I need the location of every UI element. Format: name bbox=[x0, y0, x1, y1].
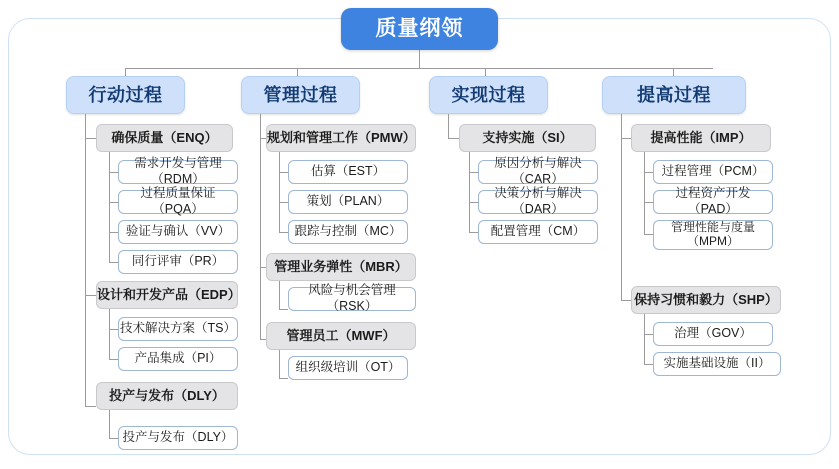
group-2-3: 管理员工（MWF） bbox=[266, 322, 416, 350]
group-4-1-spine bbox=[644, 152, 645, 234]
col-3-group-1-stub bbox=[448, 138, 459, 139]
group-3-1-item-1-stub bbox=[469, 172, 478, 173]
leaf-1-1-4: 同行评审（PR） bbox=[118, 250, 238, 274]
group-1-1-item-1-stub bbox=[109, 172, 118, 173]
connector-root-to-col-2 bbox=[297, 68, 298, 76]
group-2-1-item-1-stub bbox=[279, 172, 288, 173]
group-2-2-item-1-stub bbox=[279, 309, 288, 310]
phase-4: 提高过程 bbox=[602, 76, 746, 114]
group-1-2-item-1-stub bbox=[109, 329, 118, 330]
group-4-1: 提高性能（IMP） bbox=[631, 124, 771, 152]
group-4-2-spine bbox=[644, 314, 645, 364]
leaf-4-1-2: 过程资产开发（PAD） bbox=[653, 190, 773, 214]
col-4-spine bbox=[621, 114, 622, 300]
group-2-3-spine bbox=[279, 350, 280, 378]
group-3-1-item-2-stub bbox=[469, 202, 478, 203]
leaf-1-2-1: 技术解决方案（TS） bbox=[118, 317, 238, 341]
group-1-1-item-4-stub bbox=[109, 262, 118, 263]
group-2-1-item-3-stub bbox=[279, 232, 288, 233]
group-1-3-spine bbox=[109, 410, 110, 438]
leaf-3-1-1: 原因分析与解决（CAR） bbox=[478, 160, 598, 184]
group-1-2-spine bbox=[109, 309, 110, 359]
col-1-group-1-stub bbox=[85, 138, 96, 139]
leaf-2-3-1: 组织级培训（OT） bbox=[288, 356, 408, 380]
group-1-1: 确保质量（ENQ） bbox=[96, 124, 233, 152]
connector-root-to-col-4 bbox=[673, 68, 674, 76]
leaf-4-1-1: 过程管理（PCM） bbox=[653, 160, 773, 184]
phase-1: 行动过程 bbox=[66, 76, 185, 114]
leaf-4-2-1: 治理（GOV） bbox=[653, 322, 773, 346]
col-4-group-1-stub bbox=[621, 138, 631, 139]
leaf-1-1-2: 过程质量保证（PQA） bbox=[118, 190, 238, 214]
group-4-1-item-1-stub bbox=[644, 172, 653, 173]
group-3-1-item-3-stub bbox=[469, 232, 478, 233]
root-title: 质量纲领 bbox=[341, 8, 498, 50]
group-2-2: 管理业务弹性（MBR） bbox=[266, 253, 416, 281]
connector-root-down bbox=[419, 50, 420, 68]
leaf-2-1-1: 估算（EST） bbox=[288, 160, 408, 184]
leaf-2-1-3: 跟踪与控制（MC） bbox=[288, 220, 408, 244]
group-1-2-item-2-stub bbox=[109, 359, 118, 360]
connector-root-bus bbox=[125, 68, 713, 69]
col-1-spine bbox=[85, 114, 86, 406]
group-2-2-spine bbox=[279, 281, 280, 309]
connector-root-to-col-1 bbox=[125, 68, 126, 76]
leaf-3-1-2: 决策分析与解决（DAR） bbox=[478, 190, 598, 214]
leaf-2-2-1: 风险与机会管理（RSK） bbox=[288, 287, 416, 311]
group-4-1-item-2-stub bbox=[644, 202, 653, 203]
phase-2: 管理过程 bbox=[241, 76, 360, 114]
leaf-2-1-2: 策划（PLAN） bbox=[288, 190, 408, 214]
connector-root-to-col-3 bbox=[485, 68, 486, 76]
group-4-2: 保持习惯和毅力（SHP） bbox=[631, 286, 781, 314]
group-3-1: 支持实施（SI） bbox=[459, 124, 596, 152]
group-1-1-item-3-stub bbox=[109, 232, 118, 233]
group-1-2: 设计和开发产品（EDP） bbox=[96, 281, 238, 309]
col-2-spine bbox=[260, 114, 261, 339]
group-3-1-spine bbox=[469, 152, 470, 232]
group-1-1-spine bbox=[109, 152, 110, 262]
col-1-group-3-stub bbox=[85, 406, 96, 407]
group-1-3-item-1-stub bbox=[109, 438, 118, 439]
phase-3: 实现过程 bbox=[429, 76, 548, 114]
leaf-3-1-3: 配置管理（CM） bbox=[478, 220, 598, 244]
leaf-4-2-2: 实施基础设施（II） bbox=[653, 352, 781, 376]
leaf-1-3-1: 投产与发布（DLY） bbox=[118, 426, 238, 450]
col-4-group-2-stub bbox=[621, 300, 631, 301]
col-1-group-2-stub bbox=[85, 295, 96, 296]
leaf-1-1-3: 验证与确认（VV） bbox=[118, 220, 238, 244]
group-4-1-item-3-stub bbox=[644, 234, 653, 235]
group-2-1-item-2-stub bbox=[279, 202, 288, 203]
col-3-spine bbox=[448, 114, 449, 138]
group-1-1-item-2-stub bbox=[109, 202, 118, 203]
leaf-1-1-1: 需求开发与管理（RDM） bbox=[118, 160, 238, 184]
group-2-1: 规划和管理工作（PMW） bbox=[266, 124, 416, 152]
group-4-2-item-2-stub bbox=[644, 364, 653, 365]
group-4-2-item-1-stub bbox=[644, 334, 653, 335]
leaf-1-2-2: 产品集成（PI） bbox=[118, 347, 238, 371]
leaf-4-1-3: 管理性能与度量（MPM） bbox=[653, 220, 773, 250]
group-2-3-item-1-stub bbox=[279, 378, 288, 379]
group-2-1-spine bbox=[279, 152, 280, 232]
group-1-3: 投产与发布（DLY） bbox=[96, 382, 238, 410]
